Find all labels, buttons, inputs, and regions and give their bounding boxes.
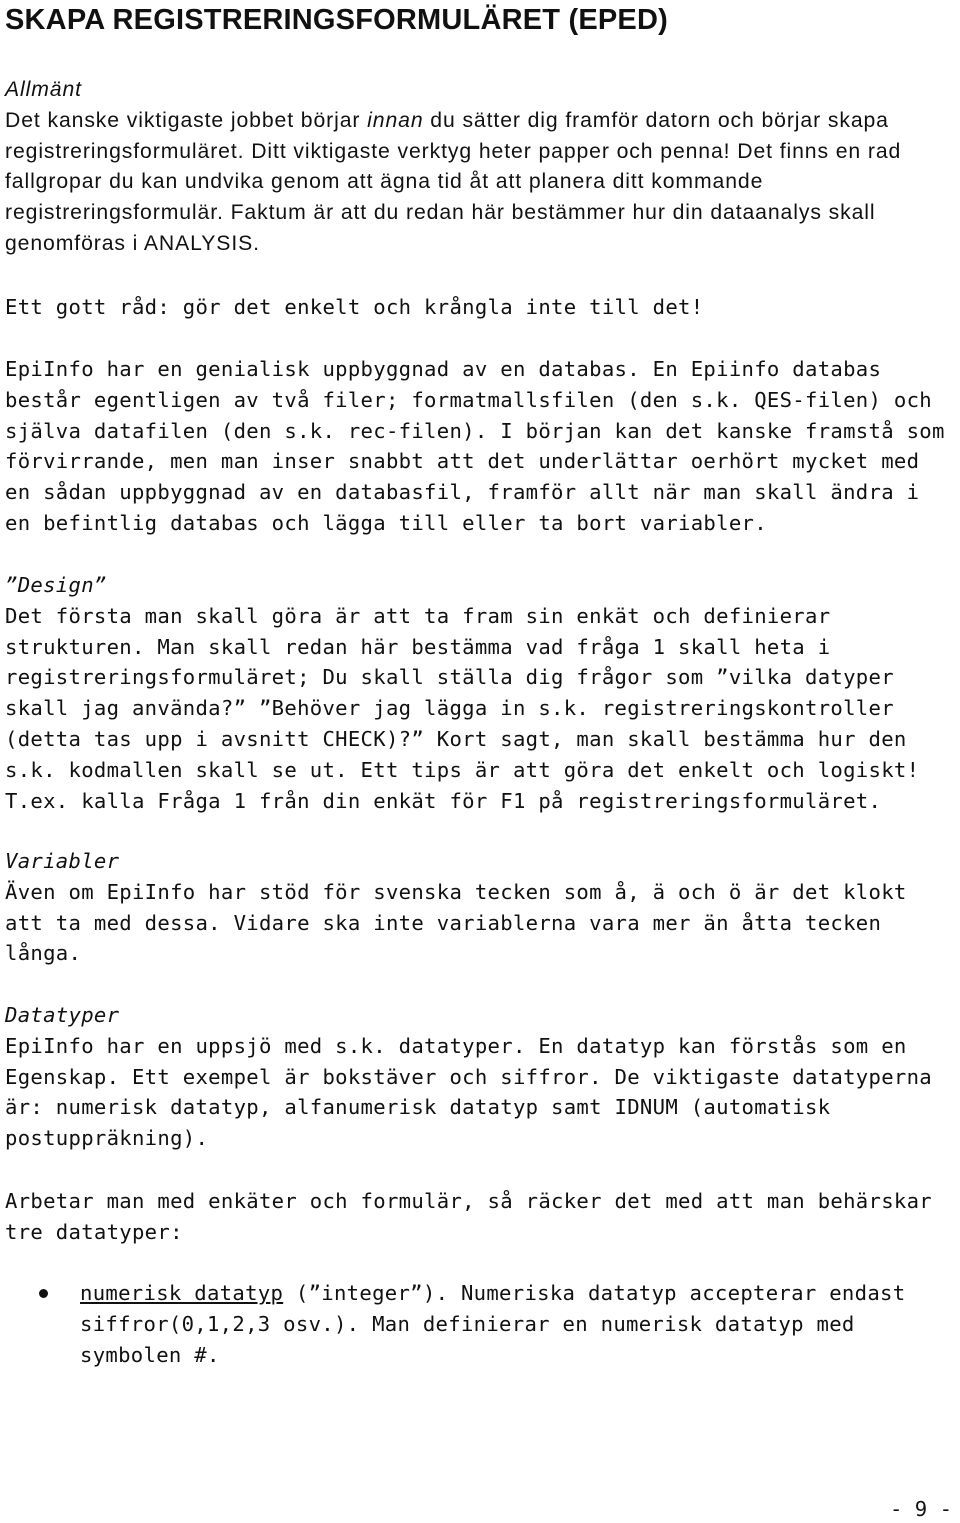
design-text: Det första man skall göra är att ta fram sin enkät och definierar strukturen. Man skall redan här bestämma vad fråga 1 skall heta i registreringsformuläret; Du skall ställa dig frågor som ”vilka datyper skall jag använda?” ”Behöver jag lägga in s.k. registreringskontroller (detta tas upp i avsnitt CHECK)?” Kort sagt, man skall bestämma hur den s.k. kodmallen skall se ut. Ett tips är att göra det enkelt och logiskt! T.ex. kalla Fråga 1 från din enkät för F1 på registreringsformuläret. [5, 603, 920, 813]
epiinfo-paragraph: EpiInfo har en genialisk uppbyggnad av en databas. En Epiinfo databas består egentligen av två filer; formatmallsfilen (den s.k. QES-filen) och själva datafilen (den s.k. rec-filen). I början kan det kanske framstå som förvirrande, men man inser snabbt att det underlättar oerhört mycket med en sådan uppbyggnad av en databasfil, framför allt när man skall ändra i en befintlig databas och lägga till eller ta bort variabler. [5, 357, 945, 535]
arbetar-paragraph: Arbetar man med enkäter och formulär, så räcker det med att man behärskar tre datatyper: [5, 1189, 932, 1244]
variabler-text: Även om EpiInfo har stöd för svenska tecken som å, ä och ö är det klokt att ta med dessa. Vidare ska inte variablerna vara mer än åtta tecken långa. [5, 879, 907, 966]
list-item-text [80, 1278, 955, 1370]
datatyper-section [5, 1000, 955, 1154]
allmant-text-italic: innan [367, 108, 424, 132]
bullet-icon [39, 1289, 48, 1298]
design-heading: ”Design” [5, 573, 107, 597]
list-item-description: (”integer”). Numeriska datatyp accepterar endast siffror(0,1,2,3 osv.). Man definierar en numerisk datatyp med symbolen #. [80, 1281, 906, 1367]
design-section [5, 570, 955, 816]
list-item-term: numerisk datatyp [80, 1281, 284, 1305]
page-title: SKAPA REGISTRERINGSFORMULÄRET (EPED) [5, 4, 668, 36]
page-number: - 9 - [890, 1497, 952, 1521]
allmant-text-1: Det kanske viktigaste jobbet börjar [5, 108, 368, 132]
allmant-text-2: du sätter dig framför datorn och börjar skapa registreringsformuläret. Ditt viktigaste verktyg heter papper och penna! Det finns en rad fallgropar du kan undvika genom att ägna tid åt att planera ditt kommande registreringsformulär. Faktum är att du redan här bestämmer hur din dataanalys skall genomföras i ANALYSIS. [5, 108, 902, 255]
allmant-section [5, 75, 955, 260]
tip-paragraph: Ett gott råd: gör det enkelt och krångla inte till det! [5, 295, 704, 319]
variabler-section [5, 846, 955, 969]
allmant-heading: Allmänt [5, 78, 82, 101]
variabler-heading: Variabler [5, 849, 120, 873]
datatyper-heading: Datatyper [5, 1003, 120, 1027]
datatyper-text: EpiInfo har en uppsjö med s.k. datatyper. En datatyp kan förstås som en Egenskap. Ett exempel är bokstäver och siffror. De viktigaste datatyperna är: numerisk datatyp, alfanumerisk datatyp samt IDNUM (automatisk postuppräkning). [5, 1033, 932, 1151]
